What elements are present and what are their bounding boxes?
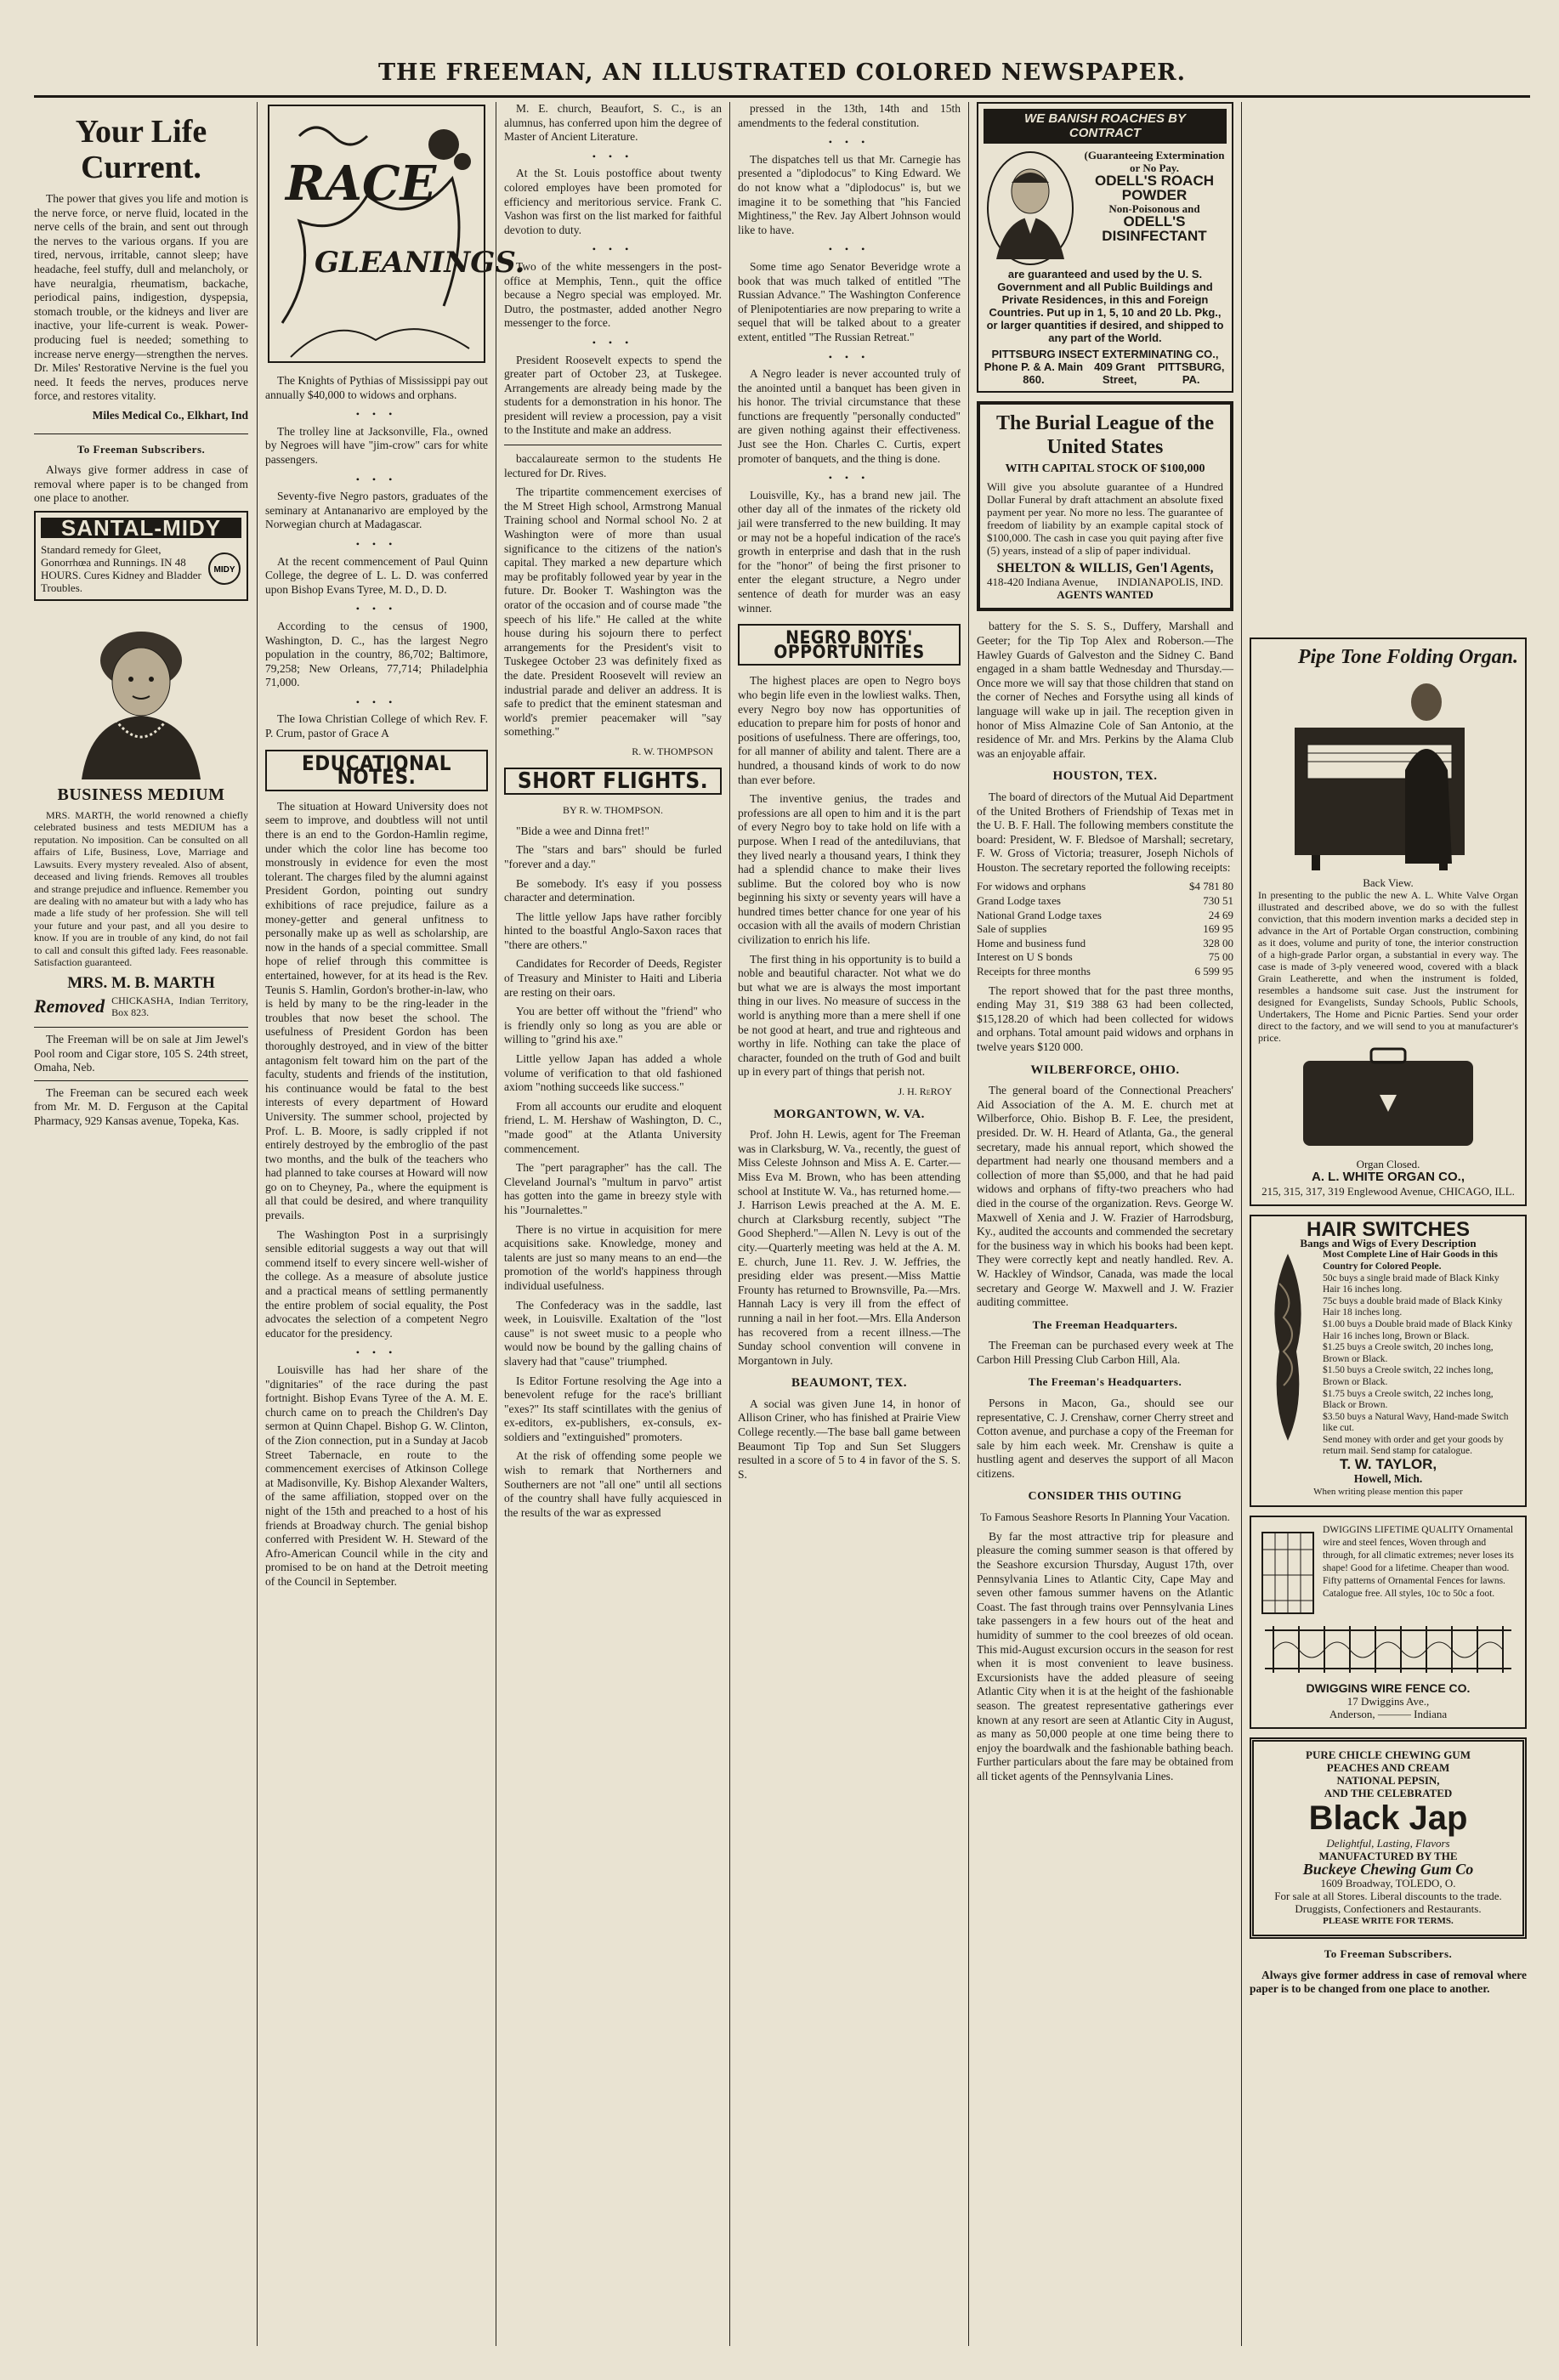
hair-send: Send money with order and get your goods by return mail. Send stamp for catalogue. [1323,1434,1504,1457]
hair-price-item: $3.50 buys a Natural Wavy, Hand-made Switch like cut. [1323,1411,1509,1434]
houston-heading: HOUSTON, TEX. [1052,769,1158,784]
burial-address: 418-420 Indiana Avenue, [987,575,1098,589]
receipt-label: Home and business fund [977,936,1086,949]
gleaning-item: The dispatches tell us that Mr. Carnegie has presented a "diplodocus" to King Edward. We do not know what a "diplodocus" is, but we imagine it to be something that "his Fancied Mightiness," the Rev. Jay Albert Johnson would like to have. [738,152,961,236]
separator: • • • [355,695,398,708]
separator: • • • [828,350,870,363]
organ-open-image [1261,668,1516,872]
race-title: RACE [286,156,437,212]
gleanings-title: GLEANINGS. [315,246,525,280]
hair-price-item: $1.00 buys a Double braid made of Black Kinky Hair 16 inches long, Brown or Black. [1323,1318,1513,1341]
receipts-table [977,880,1233,978]
burial-city: INDIANAPOLIS, IND. [1117,575,1223,589]
gum-flavors: Delightful, Lasting, Flavors [1326,1837,1450,1850]
gleaning-item: M. E. church, Beaufort, S. C., is an alumnus, has conferred upon him the degree of Master of Ancient Literature. [504,102,722,144]
receipt-label: For widows and orphans [977,880,1086,893]
short-flight-item: The Confederacy was in the saddle, last week, in Louisville. Exaltation of the "lost cause" is not sweet music to a people who would now be bound by the galling chains of slavery had that "cause" triumphed. [504,1298,722,1368]
gleaning-item: Louisville, Ky., has a brand new jail. The other day all of the inmates of the rickety old jail were transferred to the new building. It may or may not be a hopeful indication of the race's growth in enterprise and dash that in the rush for the "honor" of being the first prisoner to enter the elegant structure, a Negro under sentence of death for murder was an easy winner. [738,488,961,615]
hair-price-item: $1.25 buys a Creole switch, 20 inches long, Brown or Black. [1323,1342,1494,1364]
fence-image [1265,1618,1511,1677]
nerve-ad-title: Your Life Current. [75,114,207,185]
burial-agents: SHELTON & WILLIS, Gen'l Agents, [996,560,1214,575]
svg-text:MIDY: MIDY [213,565,235,575]
separator: • • • [355,1346,398,1359]
subscribers-heading: To Freeman Subscribers. [1324,1947,1453,1961]
roach-phone: Phone P. & A. Main 860. [984,360,1084,387]
sale-notice-topeka: The Freeman can be secured each week from Mr. M. D. Ferguson at the Capital Pharmacy, 929 Kansas avenue, Topeka, Kas. [34,1085,248,1127]
business-medium-title: BUSINESS MEDIUM [57,785,225,805]
hair-price-item: $1.50 buys a Creole switch, 22 inches long, Brown or Black. [1323,1365,1494,1387]
gleaning-item: Some time ago Senator Beveridge wrote a book that was much talked of entitled "The Russian Advance." The Washington Conference of Plenipotentiaries are now preparing to write a sequel that will be talked about to a greater extent, entitled "The Russian Retreat." [738,259,961,343]
dwiggins-text: DWIGGINS LIFETIME QUALITY Ornamental wire and steel fences, Woven through and through, for all climatic extremes; never loses its shape! Good for a lifetime. Cheaper than wood. Fifty patterns of Ornamental Fences for lawns. Catalogue free. All styles, 10c to 50c a foot. [1323,1525,1514,1600]
hair-intro: Most Complete Line of Hair Goods in this Country for Colored People. [1323,1250,1498,1272]
hair-note: When writing please mention this paper [1313,1487,1463,1498]
battery-text: battery for the S. S. S., Duffery, Marshall and Geeter; for the Tip Top Alex and Roberson.—The Hawley Guards of Galveston and the Sidney C. Band engaged in a sham battle Wednesday and Thursday.—Once more we will say that those children that stand on the corner of Neches and Forsythe using all kinds of language will wake up in jail. The reception given in honor of Miss Almazine Cole of San Antonio, at the residence of Mr. and Mrs. Perkins by the Alama Club was an enjoyable affair. [977,620,1233,760]
educational-item: The Washington Post in a surprisingly sensible editorial suggests a way out that will commend itself to every sincere well-wisher of the college. As a measure of absolute justice and a practical means of settling permanently the entire problem of social equality, the Post advocates the selection of a competent Negro educator for the presidency. [265,1227,488,1340]
outing-subheading: To Famous Seashore Resorts In Planning Your Vacation. [980,1510,1230,1524]
gleaning-item: According to the census of 1900, Washington, D. C., has the largest Negro population in the country, 86,702; Baltimore, 79,258; New Orleans, 77,714; Philadelphia 71,000. [265,619,488,689]
gleaning-item: The trolley line at Jacksonville, Fla., owned by Negroes will have "jim-crow" cars for white passengers. [265,424,488,466]
gleaning-item: pressed in the 13th, 14th and 15th amendments to the federal constitution. [738,102,961,129]
educational-notes-heading: EDUCATIONAL NOTES. [265,750,488,791]
separator: • • • [355,603,398,615]
roach-ad [977,102,1233,393]
nerve-ad-text: The power that gives you life and motion is the nerve force, or nerve fluid, located in the nerve cells of the brain, and sent out through the nerves to the various organs. If you are tired, nervous, irritable, cannot sleep; have headache, feel stuffy, dull and melancholy, or have neuralgia, rheumatism, backache, periodical pains, indigestion, dyspepsia, stomach trouble, or the kidneys and liver are inactive, your life-current is weak. Power-producing fuel is needed; something to increase nerve energy—strengthen the nerves. Dr. Miles' Restorative Nervine is the fuel you need. It feeds the nerves, produces nerve force, and restores vitality. [34,192,248,403]
roach-address: 409 Grant Street, [1094,360,1146,387]
dwiggins-ad [1250,1516,1527,1729]
nerve-ad-signature: Miles Medical Co., Elkhart, Ind [92,408,248,422]
headquarters2-heading: The Freeman's Headquarters. [1028,1375,1182,1389]
gum-made-by: MANUFACTURED BY THE [1318,1850,1458,1863]
hair-price-item: 50c buys a single braid made of Black Kinky Hair 16 inches long. [1323,1272,1499,1295]
short-flight-item: "Bide a wee and Dinna fret!" [516,824,649,837]
gleaning-item: The Knights of Pythias of Mississippi pay out annually $40,000 to widows and orphans. [265,374,488,401]
separator: • • • [828,472,870,484]
headquarters-heading: The Freeman Headquarters. [1032,1318,1178,1331]
receipt-row [977,937,1233,951]
masthead-rule [34,95,1530,98]
burial-title: The Burial League of the United States [996,412,1214,459]
outing-heading: CONSIDER THIS OUTING [1028,1489,1182,1503]
roach-city: PITTSBURG, PA. [1157,360,1225,387]
organ-ad [1250,638,1527,1206]
column-rule [257,102,258,2346]
column-5 [977,102,1233,2363]
gum-brand: Black Jap [1308,1799,1468,1838]
hair-city: Howell, Mich. [1353,1471,1423,1485]
receipt-value: 169 95 [1203,922,1233,936]
separator: • • • [592,243,634,256]
outing-text: By far the most attractive trip for pleasure and pleasure the coming summer season is that offered by the Seashore excursion Thursday, August 17th, over Pennsylvania Lines to Atlantic City, Cape May and seven other famous summer havens on the Atlantic Coast. The fast through trains over Pennsylvania Lines take passengers in a few hours out of the heat and humidity of summer to the cool breezes of old ocean. This mid-August excursion occurs in the season for rest when it is most convenient to leave business. Excursionists have the added pleasure of seeing Atlantic City when it is at the height of the fashionable season. The greatest representative gatherings ever known at any resort are seen at Atlantic City in August, as many as 50,000 people at one time being there to enjoy the boardwalk and the fashionable bathing beach. Further particulars about the fare may be obtained from all ticket agents of the Pennsylvania Lines. [977,1529,1233,1782]
receipt-row [977,894,1233,909]
gleaning-item: Seventy-five Negro pastors, graduates of the seminary at Antananarivo are employed by the Norwegian church at Madagascar. [265,490,488,531]
organ-company: A. L. WHITE ORGAN CO., [1312,1170,1465,1185]
burial-league-ad [977,401,1233,611]
business-medium-text: MRS. MARTH, the world renowned a chiefly celebrated business and tests MEDIUM has a reputation. No imposition. Can be consulted on all affairs of Life, Business, Love, Marriage and Lawsuits. Every mystery revealed. Also of absent, deceased and living friends. Removes all troubles and strange prejudice and influence. Remember you are dealing with no amateur but with a lady who has made a life study of her profession. She will tell your future and your past, and all you desire to know. If you are in trouble of any kind, do not fail to call and consult this gifted lady. Fees reasonable. Satisfaction guaranteed. [34,809,248,968]
sale-notice-omaha: The Freeman will be on sale at Jim Jewel's Pool room and Cigar store, 105 S. 24th street, Omaha, Neb. [34,1032,248,1074]
receipt-label: Grand Lodge taxes [977,894,1061,908]
marth-address: CHICKASHA, Indian Territory, Box 823. [111,994,248,1018]
divider [34,1027,248,1028]
short-flight-item: From all accounts our erudite and eloquent friend, L. M. Hershaw of Washington, D. C., "made good" at the Atlanta University commencement. [504,1099,722,1155]
race-gleanings-decoration [265,102,525,366]
receipt-row [977,909,1233,923]
receipt-value: 730 51 [1203,894,1233,908]
organ-text: In presenting to the public the new A. L. White Valve Organ illustrated and described above, we do so with the fullest conviction, that this modern invention marks a decided step in advance in the Art of Portable Organ construction, combining as it does, volume and purity of tone, the interior construction of a high-grade Parlor organ, a substantial in every way. The case is made of 3-ply veneered wood, covered with a black Grain Leatherette, and when the instrument is folded, resembles a handsome suit case. Just the instrument for designed for Evangelists, Sunday Schools, Public Schools, Undertakers, The Home and Picnic Parties. Send your order direct to the factory, and we will send to you at manufacturer's price. [1258,888,1518,1044]
santal-midy-ad [34,511,248,602]
roach-text: are guaranteed and used by the U. S. Government and all Public Buildings and Private Residences, in this and Foreign Countries. Put up in 1, 5, 10 and 20 Lb. Pkg., or larger quantities if desired, and shipped to any part of the World. [986,268,1224,345]
short-flight-item: The "pert paragrapher" has the call. The Cleveland Journal's "multum in parvo" artist has gotten into the game in breezy style with his "Journalettes." [504,1161,722,1216]
organ-closed-caption: Organ Closed. [1356,1158,1420,1171]
receipt-row [977,965,1233,979]
hair-subheading: Bangs and Wigs of Every Description [1300,1237,1477,1250]
thompson-signature: R. W. THOMPSON [632,745,713,757]
santal-text: Standard remedy for Gleet, Gonorrhœa and Runnings. IN 48 HOURS. Cures Kidney and Bladder Troubles. [41,543,201,595]
column-4 [738,102,961,2363]
dwiggins-city: Anderson, ——— Indiana [1329,1708,1448,1721]
opportunities-item: The first thing in his opportunity is to build a noble and beautiful character. Not what we do but what we are is always the most important thing in our lives. No measure of success in the world is anything more than a mere shell if one be not good at heart, and true and righteous and worthy in life. Nothing can take the place of character, founded on the truth of God and built up in every part of things that perish not. [738,952,961,1079]
gum-note: PLEASE WRITE FOR TERMS. [1323,1916,1454,1927]
receipt-label: Interest on U S bonds [977,950,1073,964]
hair-name: T. W. TAYLOR, [1339,1456,1437,1473]
separator: • • • [355,537,398,550]
roach-heading: WE BANISH ROACHES BY CONTRACT [984,109,1227,144]
separator: • • • [828,136,870,149]
baccalaureate-text: baccalaureate sermon to the students He lectured for Dr. Rives. [504,452,722,479]
receipt-row [977,880,1233,894]
hair-price-item: 75c buys a double braid made of Black Kinky Hair 18 inches long. [1323,1295,1503,1318]
separator: • • • [355,473,398,485]
wilberforce-heading: WILBERFORCE, OHIO. [1030,1062,1180,1077]
column-2 [265,102,525,2363]
roach-disinfectant-name: ODELL'S DISINFECTANT [1102,213,1207,244]
receipt-value: 328 00 [1203,936,1233,949]
headquarters-text: The Freeman can be purchased every week at The Carbon Hill Pressing Club Carbon Hill, Ala. [977,1339,1233,1366]
gleaning-item: At the St. Louis postoffice about twenty colored employes have been promoted for efficiency and meritorious service. Frank C. Vashon was first on the list marked for faithful devotion to duty. [504,167,722,236]
organ-caption: Back View. [1363,876,1414,889]
organ-heading: Pipe Tone Folding Organ. [1297,646,1518,668]
gum-line: AND THE CELEBRATED [1324,1787,1453,1800]
gleaning-item: President Roosevelt expects to spend the greater part of October 23, at Tuskegee. Arrangements are already being made by the students for a demonstration in his honor. The president will review a procession, pay a visit to the Institute and make an address. [504,353,722,437]
short-flight-item: Is Editor Fortune resolving the Age into a benevolent refuge for the race's brilliant "exes?" Its staff scintillates with the genius of ex-editors, ex-publishers, ex-consuls, ex-soldiers and "extinguished" promoters. [504,1374,722,1443]
short-flight-item: The "stars and bars" should be furled "forever and a day." [504,843,722,870]
educational-item: The situation at Howard University does not seem to improve, and doubtless will not until there is an end to the Gordon-Hamlin regime, under which the color line has become too monstrously in evidence for even the most tolerant. The charges filed by the alumni against President Gordon, pointing out sundry exhibitions of race prejudice, failure as a money-getter and general unfitness to personally make up as well as scholarship, are now in the hands of a special committee. Small hope of relief through this committee is entertained, however, for at its head is the Rev. Teunis S. Hamlin, Gordon's brother-in-law, who is held by many to be the ring-leader in the troubles that now beset the school. The usefulness of President Gordon has been thoroughly destroyed, and in view of the bitter antagonism felt toward him on the part of the faculty, students and friends of the institution, his continuance would be fatal to the best interests of every department of Howard University. The summer school, projected by Prof. L. B. Moore, is sadly crippled if not entirely destroyed by the embroglio of the past two months, and the bulk of the teachers who had planned to take courses at Howard will now go on to Cheyney, Pa., where the equipment is all that could be desired, and where tranquility prevails. [265,799,488,1222]
midy-seal-icon [207,552,241,586]
roach-company: PITTSBURG INSECT EXTERMINATING CO., [991,348,1219,361]
opportunities-item: The inventive genius, the trades and professions are all open to him and it is the part of every Negro boy to take hold on life with a purpose. When I read of the antediluvians, that they lived nearly a thousand years, I think they had a splendid chance to make their lives sublime. But the colored boy who is now beginning his sixty or seventy years will have a hundred times better chance for one year of his occasion with all the avails of modern Christian civilization to enrich his life. [738,792,961,947]
separator: • • • [355,408,398,421]
fence-gate-image [1258,1524,1318,1618]
morgantown-text: Prof. John H. Lewis, agent for The Freeman was in Clarksburg, W. Va., recently, the guest of Miss Celeste Johnson and Miss A. E. Carter.—Miss Eva M. Brown, who has been attending school at Institute W. Va., has returned home.—J. Harrison Lewis preached at the A. M. E. church at Clarksburg recently, subject "The Good Shepherd."—Allen N. Levy is out of the city.—Quarterly meeting was held at the A. M. E. church, June 11. Rev. J. W. Jeffries, the presiding elder was present.—Miss Mattie Frounty has returned to Brownsville, Pa.—Mrs. Hannah Lacy is very ill from the effect of running a nail in her foot.—Mrs. Ella Anderson has recovered from a recent illness.—The Sunday school convention will convene in Morgantown in July. [738,1128,961,1367]
organ-address: 215, 315, 317, 319 Englewood Avenue, CHICAGO, ILL. [1261,1184,1515,1198]
separator: • • • [828,243,870,256]
santal-title: SANTAL-MIDY [41,518,241,539]
subscribers-heading: To Freeman Subscribers. [77,442,206,456]
negro-boys-opportunities-heading: NEGRO BOYS' OPPORTUNITIES [738,624,961,666]
gum-line: NATIONAL PEPSIN, [1336,1774,1440,1788]
column-rule [1241,102,1242,2346]
receipt-row [977,950,1233,965]
educational-item: Louisville has had her share of the "dignitaries" of the race during the past fortnight. Bishop Evans Tyree of the A. M. E. church came on to preach the Children's Day sermon at Quinn Chapel. Bishop G. W. Clinton, of the Zion connection, put in a Sunday at Jacob Street Tabernacle, en route to the commencement exercises of Atkinson College at Madisonville, Ky. Bishop Alexander Walters, of the same affiliation, stopped over on the night of the 15th and preached to a host of his friends at Broadway church. The genial bishop conferred with President W. H. Steward of the Afro-American Council while in the city and promised to be on hand at the Detroit meeting of the Council in September. [265,1363,488,1588]
gleaning-item: The Iowa Christian College of which Rev. F. P. Crum, pastor of Grace A [265,712,488,740]
subscribers-text: Always give former address in case of removal where paper is to be changed from one place to another. [34,463,248,505]
hair-heading: HAIR SWITCHES [1307,1217,1470,1241]
marth-removed: Removed [34,994,105,1017]
receipt-value: 24 69 [1208,908,1233,921]
roach-subheading: (Guaranteeing Extermination or No Pay. [1084,149,1225,175]
beaumont-text: A social was given June 14, in honor of Allison Criner, who has finished at Prairie View College recently.—The base ball game between Beaumont Tip Top and Sun Set Sluggers resulted in a score of 5 to 4 in favor of the S. S. S. [738,1397,961,1481]
opportunities-item: The highest places are open to Negro boys who begin life even in the lowliest walks. Then, every Negro boy now has opportunities of education to prepare him for posts of honor and positions of usefulness. There are offerings, too, for all manner of ability and talent. There are a hundred, a thousand kinds of work to do now than ever before. [738,674,961,786]
column-rule [729,102,730,2346]
burial-text: Will give you absolute guarantee of a Hundred Dollar Funeral by draft attachment an absolute fixed payment per year. No more no less. The guarantee of freedom of liability by an example capital stock of $100,000. The cash in case you quit paying after five (5) years, instead of a slip of paper individual. [987,479,1223,557]
medium-portrait-image [56,609,226,779]
subscribers-text: Always give former address in case of removal where paper is to be changed from one place to another. [1250,1968,1527,1996]
gleaning-item: A Negro leader is never accounted truly of the anointed until a banquet has been given in his honor. The trivial circumstance that these functions are frequently "personally conducted" are given nothing against their effectiveness. Just see the Hon. Charles C. Curtis, expert promoter of banquets, and the thing is done. [738,367,961,465]
hair-switches-ad [1250,1215,1527,1507]
marth-name: MRS. M. B. MARTH [67,974,215,993]
separator: • • • [592,150,634,162]
receipt-label: Receipts for three months [977,965,1091,978]
short-flight-item: Candidates for Recorder of Deeds, Register of Treasury and Minister to Haiti and Liberia are resting on their oars. [504,957,722,999]
receipt-value: $4 781 80 [1189,880,1233,893]
separator: • • • [592,336,634,348]
receipt-row [977,922,1233,937]
divider [34,1080,248,1081]
gum-trade: For sale at all Stores. Liberal discounts to the trade. Druggists, Confectioners and Restaurants. [1274,1890,1502,1916]
short-flight-item: You are better off without the "friend" who is friendly only so long as you are able or willing to "grind his axe." [504,1005,722,1046]
short-flights-byline: BY R. W. THOMPSON. [562,804,664,817]
receipt-value: 75 00 [1208,950,1233,964]
hair-price-item: $1.75 buys a Creole switch, 22 inches long, Black or Brown. [1323,1388,1494,1411]
gum-company: Buckeye Chewing Gum Co [1302,1861,1474,1878]
beaumont-heading: BEAUMONT, TEX. [791,1376,908,1391]
short-flight-item: The little yellow Japs have rather forcibly hinted to the boastful Anglo-Saxon races that "there are others." [504,910,722,951]
column-6 [1250,102,1527,2363]
burial-capital: WITH CAPITAL STOCK OF $100,000 [1005,462,1205,476]
hair-switch-image [1258,1250,1318,1445]
houston-text: The board of directors of the Mutual Aid Department of the United Brothers of Friendship of Texas met in the U. B. F. Hall. The following members constitute the board: President, W. F. Bledsoe of Marshall; secretary, F. W. Gross of Victoria; treasurer, Joseph Nichols of Houston. The secretary reported the following receipts: [977,790,1233,874]
gleaning-item: At the recent commencement of Paul Quinn College, the degree of L. L. D. was conferred upon Bishop Evans Tyree, M. D., D. D. [265,554,488,596]
organ-closed-image [1286,1044,1490,1154]
column-rule [968,102,969,2346]
receipt-label: National Grand Lodge taxes [977,908,1102,921]
dwiggins-company: DWIGGINS WIRE FENCE CO. [1306,1680,1471,1695]
gum-address: 1609 Broadway, TOLEDO, O. [1320,1877,1456,1890]
roach-nonpoison: Non-Poisonous and [1108,202,1200,216]
man-portrait-image [984,149,1077,268]
morgantown-heading: MORGANTOWN, W. VA. [774,1107,925,1121]
column-1 [34,102,248,2363]
chewing-gum-ad [1250,1737,1527,1939]
receipt-label: Sale of supplies [977,922,1047,936]
opportunities-signature: J. H. ReROY [898,1085,952,1097]
burial-agents-wanted: AGENTS WANTED [1057,588,1154,602]
gleaning-item: Two of the white messengers in the post-office at Memphis, Tenn., quit the office because a Negro special was employed. Mr. Dutro, the postmaster, added another Negro messenger to the force. [504,259,722,330]
headquarters2-text: Persons in Macon, Ga., should see our representative, C. J. Crenshaw, corner Cherry street and Cotton avenue, and purchase a copy of the Freeman for sale by him each week. Mr. Crenshaw is quite a hustling agent and deserves the support of all Macon citizens. [977,1397,1233,1481]
roach-powder-name: ODELL'S ROACH POWDER [1094,173,1215,203]
short-flight-item: Be somebody. It's easy if you possess character and determination. [504,876,722,904]
masthead: THE FREEMAN, AN ILLUSTRATED COLORED NEWSPAPER. [377,60,1187,86]
houston-report: The report showed that for the past three months, ending May 31, $19 388 63 had been collected, $15,128.20 of which had been collected for widows and orphans. Total amount paid widows and orphans in twelve years $120 000. [977,983,1233,1053]
column-3 [504,102,722,2363]
tripartite-text: The tripartite commencement exercises of the M Street High school, Armstrong Manual Training school and Normal school No. 2 at Washington were of more than usual significance to the citizens of the nation's capital. They marked a new departure which may be profitably followed year by year in the future. Dr. Booker T. Washington was the orator of the occasion and of course made "the speech of his life." He called at the white house during his sojourn there to perfect arrangements for the President's visit to Tuskegee October 23 was definitely fixed as the date. President Roosevelt will review an industrial parade and deliver an address. It is safe to predict that the eminent statesman and world's premier peacemaker will "say something." [504,485,722,739]
short-flight-item: At the risk of offending some people we wish to remark that Northerners and Southerners are not "all one" until all sections of the country shall have fully acquiesced in the results of the war as expressed [504,1449,722,1519]
race-gleanings-header [265,102,525,374]
receipt-value: 6 599 95 [1194,965,1233,978]
short-flight-item: Little yellow Japan has added a whole volume of verification to that old fashioned axiom "nothing succeeds like success." [504,1052,722,1094]
gum-line: PEACHES AND CREAM [1326,1761,1450,1775]
wilberforce-text: The general board of the Connectional Preachers' Aid Association of the A. M. E. church met at Wilberforce, Ohio. Bishop B. F. Lee, the president, presided. Dr. W. H. Heard of Atlanta, Ga., the general secretary, made his annual report, which showed the department had nearly one thousand members and a collection of more than $5,000, and that he had paid widows and orphans of fifty-two preachers who had died in the course of the organization. Revs. George W. Maxwell of Xenia and J. W. Frazier of Harrodsburg, Ky., audited the accounts and commended the secretary for the business way in which his books had been kept. They were correctly kept and neatly handled. Rev. A. W. Hackley of Windsor, Canada, was made the local secretary and George W. Maxwell and J. W. Frazier auditing committee. [977,1084,1233,1309]
hair-price-list [1323,1273,1518,1435]
gum-heading: PURE CHICLE CHEWING GUM [1306,1748,1471,1762]
dwiggins-address: 17 Dwiggins Ave., [1346,1695,1430,1708]
short-flight-item: There is no virtue in acquisition for mere acquisitions sake. Knowledge, money and talents are just so many means to an end—the promotion of the world's happiness through individual usefulness. [504,1222,722,1292]
short-flights-heading: SHORT FLIGHTS. [504,768,722,796]
